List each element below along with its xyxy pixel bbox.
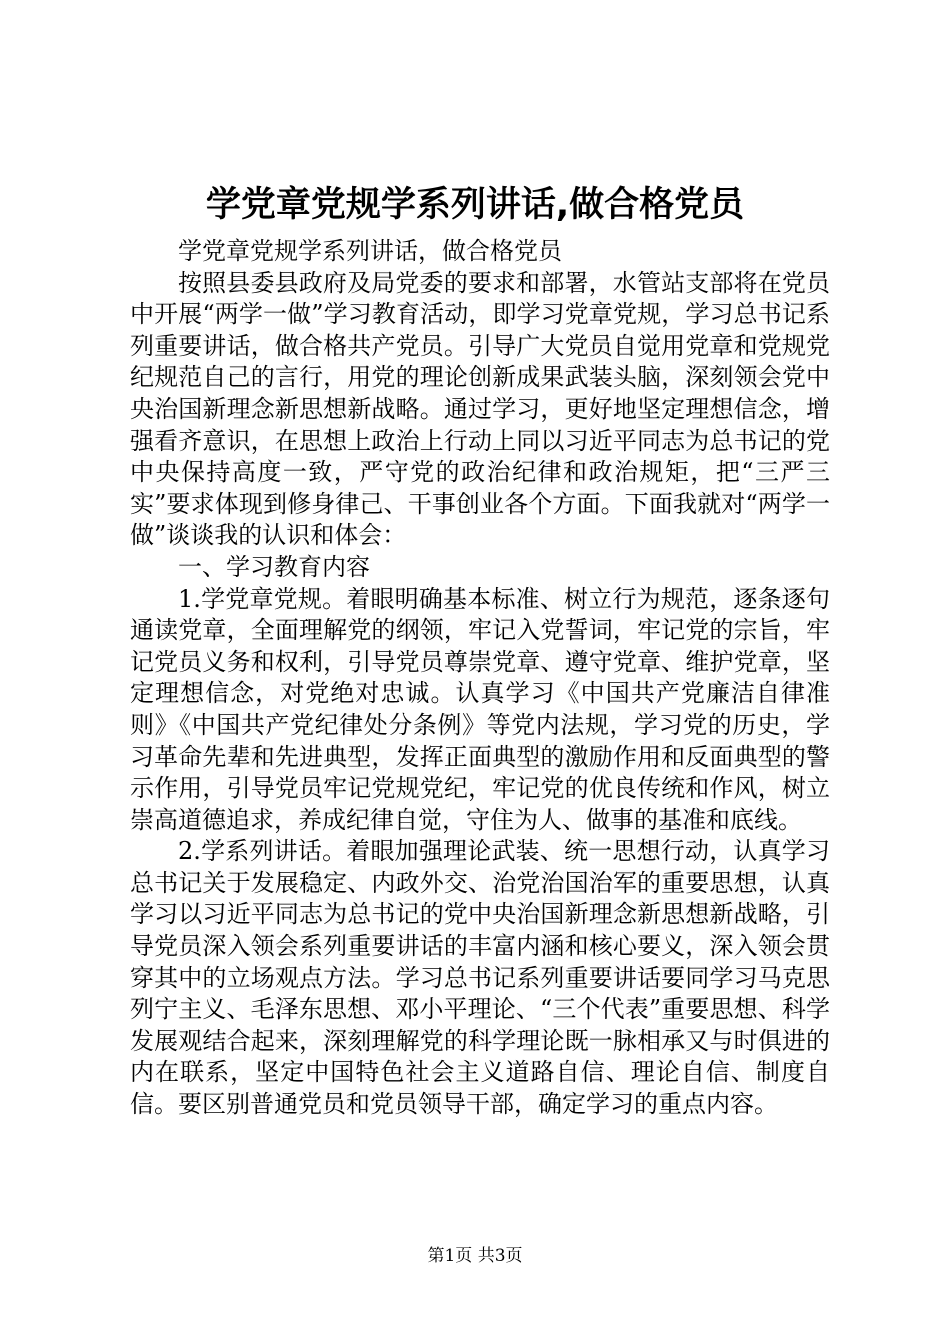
paragraph-item-2: 2.学系列讲话。着眼加强理论武装、统一思想行动，认真学习总书记关于发展稳定、内政外交、治党治国治军的重要思想，认真学习以习近平同志为总书记的党中央治国新理念新思想新战略，引导党员深入领会系列重要讲话的丰富内涵和核心要义，深入领会贯穿其中的立场观点方法。学习总书记系列重要讲话要同学习马克思列宁主义、毛泽东思想、邓小平理论、“三个代表”重要思想、科学发展观结合起来，深刻理解党的科学理论既一脉相承又与时俱进的内在联系，坚定中国特色社会主义道路自信、理论自信、制度自信。要区别普通党员和党员领导干部，确定学习的重点内容。 <box>130 837 830 1119</box>
paragraph-intro: 按照县委县政府及局党委的要求和部署，水管站支部将在党员中开展“两学一做”学习教育活动，即学习党章党规，学习总书记系列重要讲话，做合格共产党员。引导广大党员自觉用党章和党规党纪规范自己的言行，用党的理论创新成果武装头脑，深刻领会党中央治国新理念新思想新战略。通过学习，更好地坚定理想信念，增强看齐意识，在思想上政治上行动上同以习近平同志为总书记的党中央保持高度一致，严守党的政治纪律和政治规矩，把“三严三实”要求体现到修身律己、干事创业各个方面。下面我就对“两学一做”谈谈我的认识和体会： <box>130 268 830 550</box>
page-number: 第1页 共3页 <box>427 1246 523 1266</box>
paragraph-subtitle: 学党章党规学系列讲话，做合格党员 <box>178 237 562 265</box>
document-body <box>130 236 830 1121</box>
paragraph-item-1: 1.学党章党规。着眼明确基本标准、树立行为规范，逐条逐句通读党章，全面理解党的纲领，牢记入党誓词，牢记党的宗旨，牢记党员义务和权利，引导党员尊崇党章、遵守党章、维护党章，坚定理想信念，对党绝对忠诚。认真学习《中国共产党廉洁自律准则》《中国共产党纪律处分条例》等党内法规，学习党的历史，学习革命先辈和先进典型，发挥正面典型的激励作用和反面典型的警示作用，引导党员牢记党规党纪，牢记党的优良传统和作风，树立崇高道德追求，养成纪律自觉，守住为人、做事的基准和底线。 <box>130 584 830 834</box>
document-title: 学党章党规学系列讲话,做合格党员 <box>205 185 745 225</box>
section-heading: 一、学习教育内容 <box>178 552 370 581</box>
